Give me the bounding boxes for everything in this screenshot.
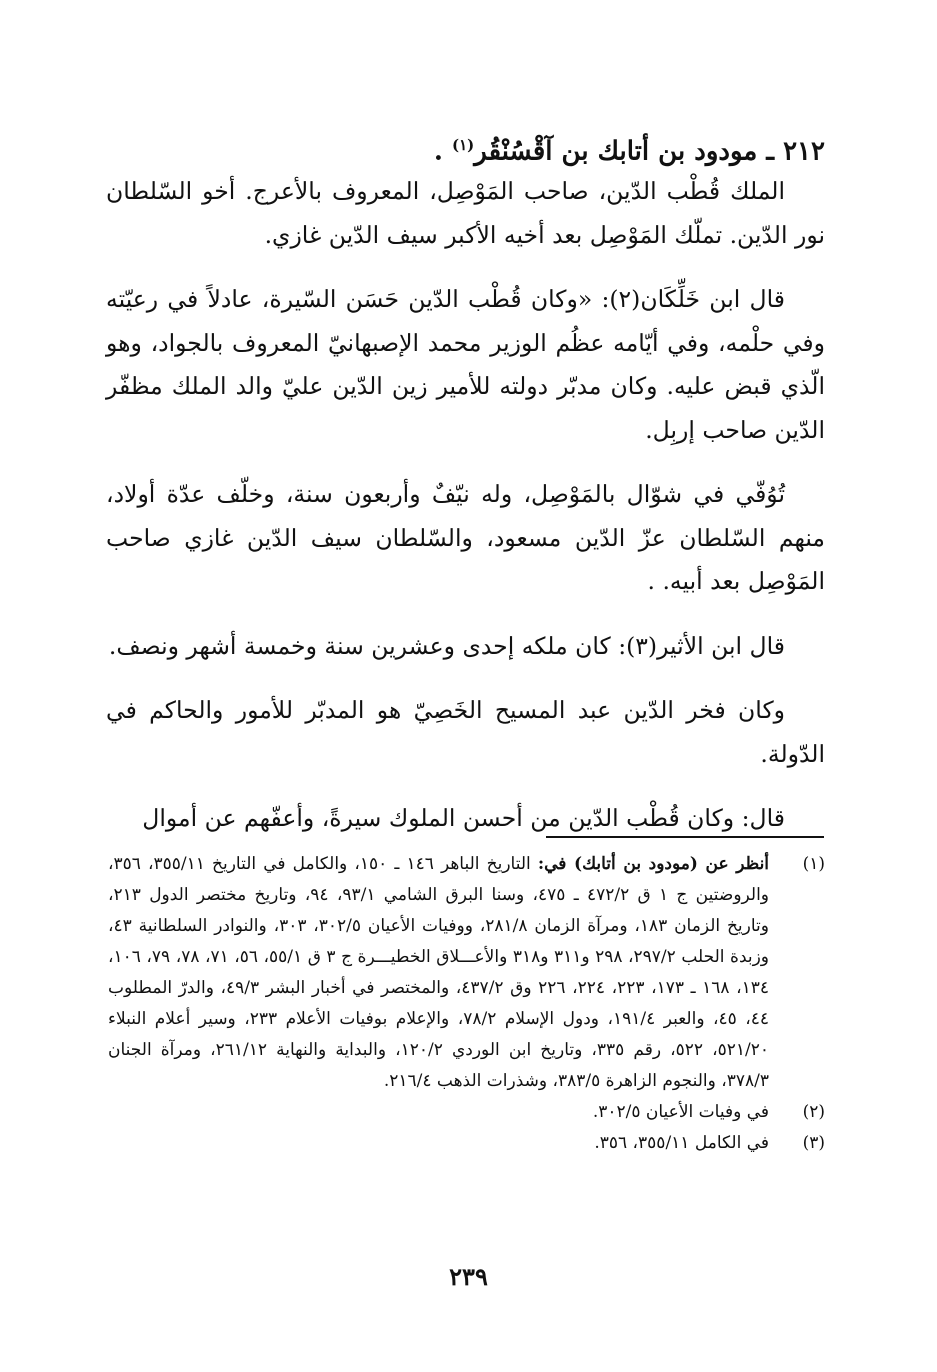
footnote-1-number: (١) [802,854,825,874]
footnote-1-lead: أنظر عن (مودود بن أتابك) في: [537,854,770,874]
page-number: ٢٣٩ [449,1262,488,1291]
footnote-2-text: في وفيات الأعيان ٣٠٢/٥. [592,1102,769,1122]
footnote-2-number: (٢) [802,1102,825,1122]
footnote-separator [546,836,824,838]
paragraph-5: وكان فخر الدّين عبد المسيح الخَصِيّ هو المدبّر للأمور والحاكم في الدّولة. [106,696,825,768]
footnote-2 [108,1097,825,1128]
paragraph-4: قال ابن الأثير(٣): كان ملكه إحدى وعشرين سنة وخمسة أشهر ونصف. [108,631,785,660]
paragraph-3: تُوُفّي في شوّال بالمَوْصِل، وله نيّفٌ وأربعون سنة، وخلّف عدّة أولاد، منهم السّلطان عزّ الدّين مسعود، والسّلطان سيف الدّين غازي صاحب المَوْصِل بعد أبيه. . [106,480,825,595]
paragraph-2: قال ابن خَلِّكَان(٢): «وكان قُطْب الدّين حَسَن السّيرة، عادلاً في رعيّته وفي حلْمه، وفي أيّامه عظُم الوزير محمد الإصبهانيّ المعروف بالجواد، وهو الّذي قبض عليه. وكان مدبّر دولته للأمير زين الدّين عليّ والد الملك مظفّر الدّين صاحب إربِل. [106,285,825,444]
entry-number: ٢١٢ [783,136,825,167]
footnote-1-body [108,849,769,1097]
footnote-3-text: في الكامل ٣٥٥/١١، ٣٥٦. [594,1133,769,1153]
footnote-1 [108,849,825,1097]
footnote-3-number: (٣) [802,1133,825,1153]
entry-name: مودود بن أتابك بن آقْسُنْقُر [474,136,758,167]
footnotes [108,849,825,1159]
paragraph-6: قال: وكان قُطْب الدّين من أحسن الملوك سيرةً، وأعفّهم عن أموال [142,804,785,832]
entry-dash: ـ [766,136,775,167]
entry-note-ref: (١) [452,136,475,154]
body-text [106,170,825,862]
paragraph-1: الملك قُطْب الدّين، صاحب المَوْصِل، المعروف بالأعرج. أخو السّلطان نور الدّين. تملّك المَوْصِل بعد أخيه الأكبر سيف الدّين غازي. [106,177,825,249]
entry-heading [110,123,825,174]
footnote-3 [108,1128,825,1159]
entry-heading-end: . [433,136,443,167]
footnote-1-text: التاريخ الباهر ١٤٦ ـ ١٥٠، والكامل في التاريخ ٣٥٥/١١، ٣٥٦، والروضتين ج ١ ق ٤٧٢/٢ ـ ٤٧٥، وسنا البرق الشامي ٩٣/١، ٩٤، وتاريخ مختصر الدول ٢١٣، وتاريخ الزمان ١٨٣، ومرآة الزمان ٢٨١/٨، ووفيات الأعيان ٣٠٢/٥، ٣٠٣، والنوادر السلطانية ٤٣، وزبدة الحلب ٢٩٧/٢، ٢٩٨ و٣١١ و٣١٨ والأعـــلاق الخطيـــرة ج ٣ ق ٥٥/١، ٥٦، ٧١، ٧٨، ٧٩، ١٠٦، ١٣٤، ١٦٨ ـ ١٧٣، ٢٢٣، ٢٢٤، ٢٢٦ وق ٤٣٧/٢، والمختصر في أخبار البشر ٤٩/٣، والدرّ المطلوب ٤٤، ٤٥، والعبر ١٩١/٤، ودول الإسلام ٧٨/٢، والإعلام بوفيات الأعلام ٢٣٣، وسير أعلام النبلاء ٥٢١/٢٠، ٥٢٢، رقم ٣٣٥، وتاريخ ابن الوردي ١٢٠/٢، والبداية والنهاية ٢٦١/١٢، ومرآة الجنان ٣٧٨/٣، والنجوم الزاهرة ٣٨٣/٥، وشذرات الذهب ٢١٦/٤. [108,854,770,1091]
